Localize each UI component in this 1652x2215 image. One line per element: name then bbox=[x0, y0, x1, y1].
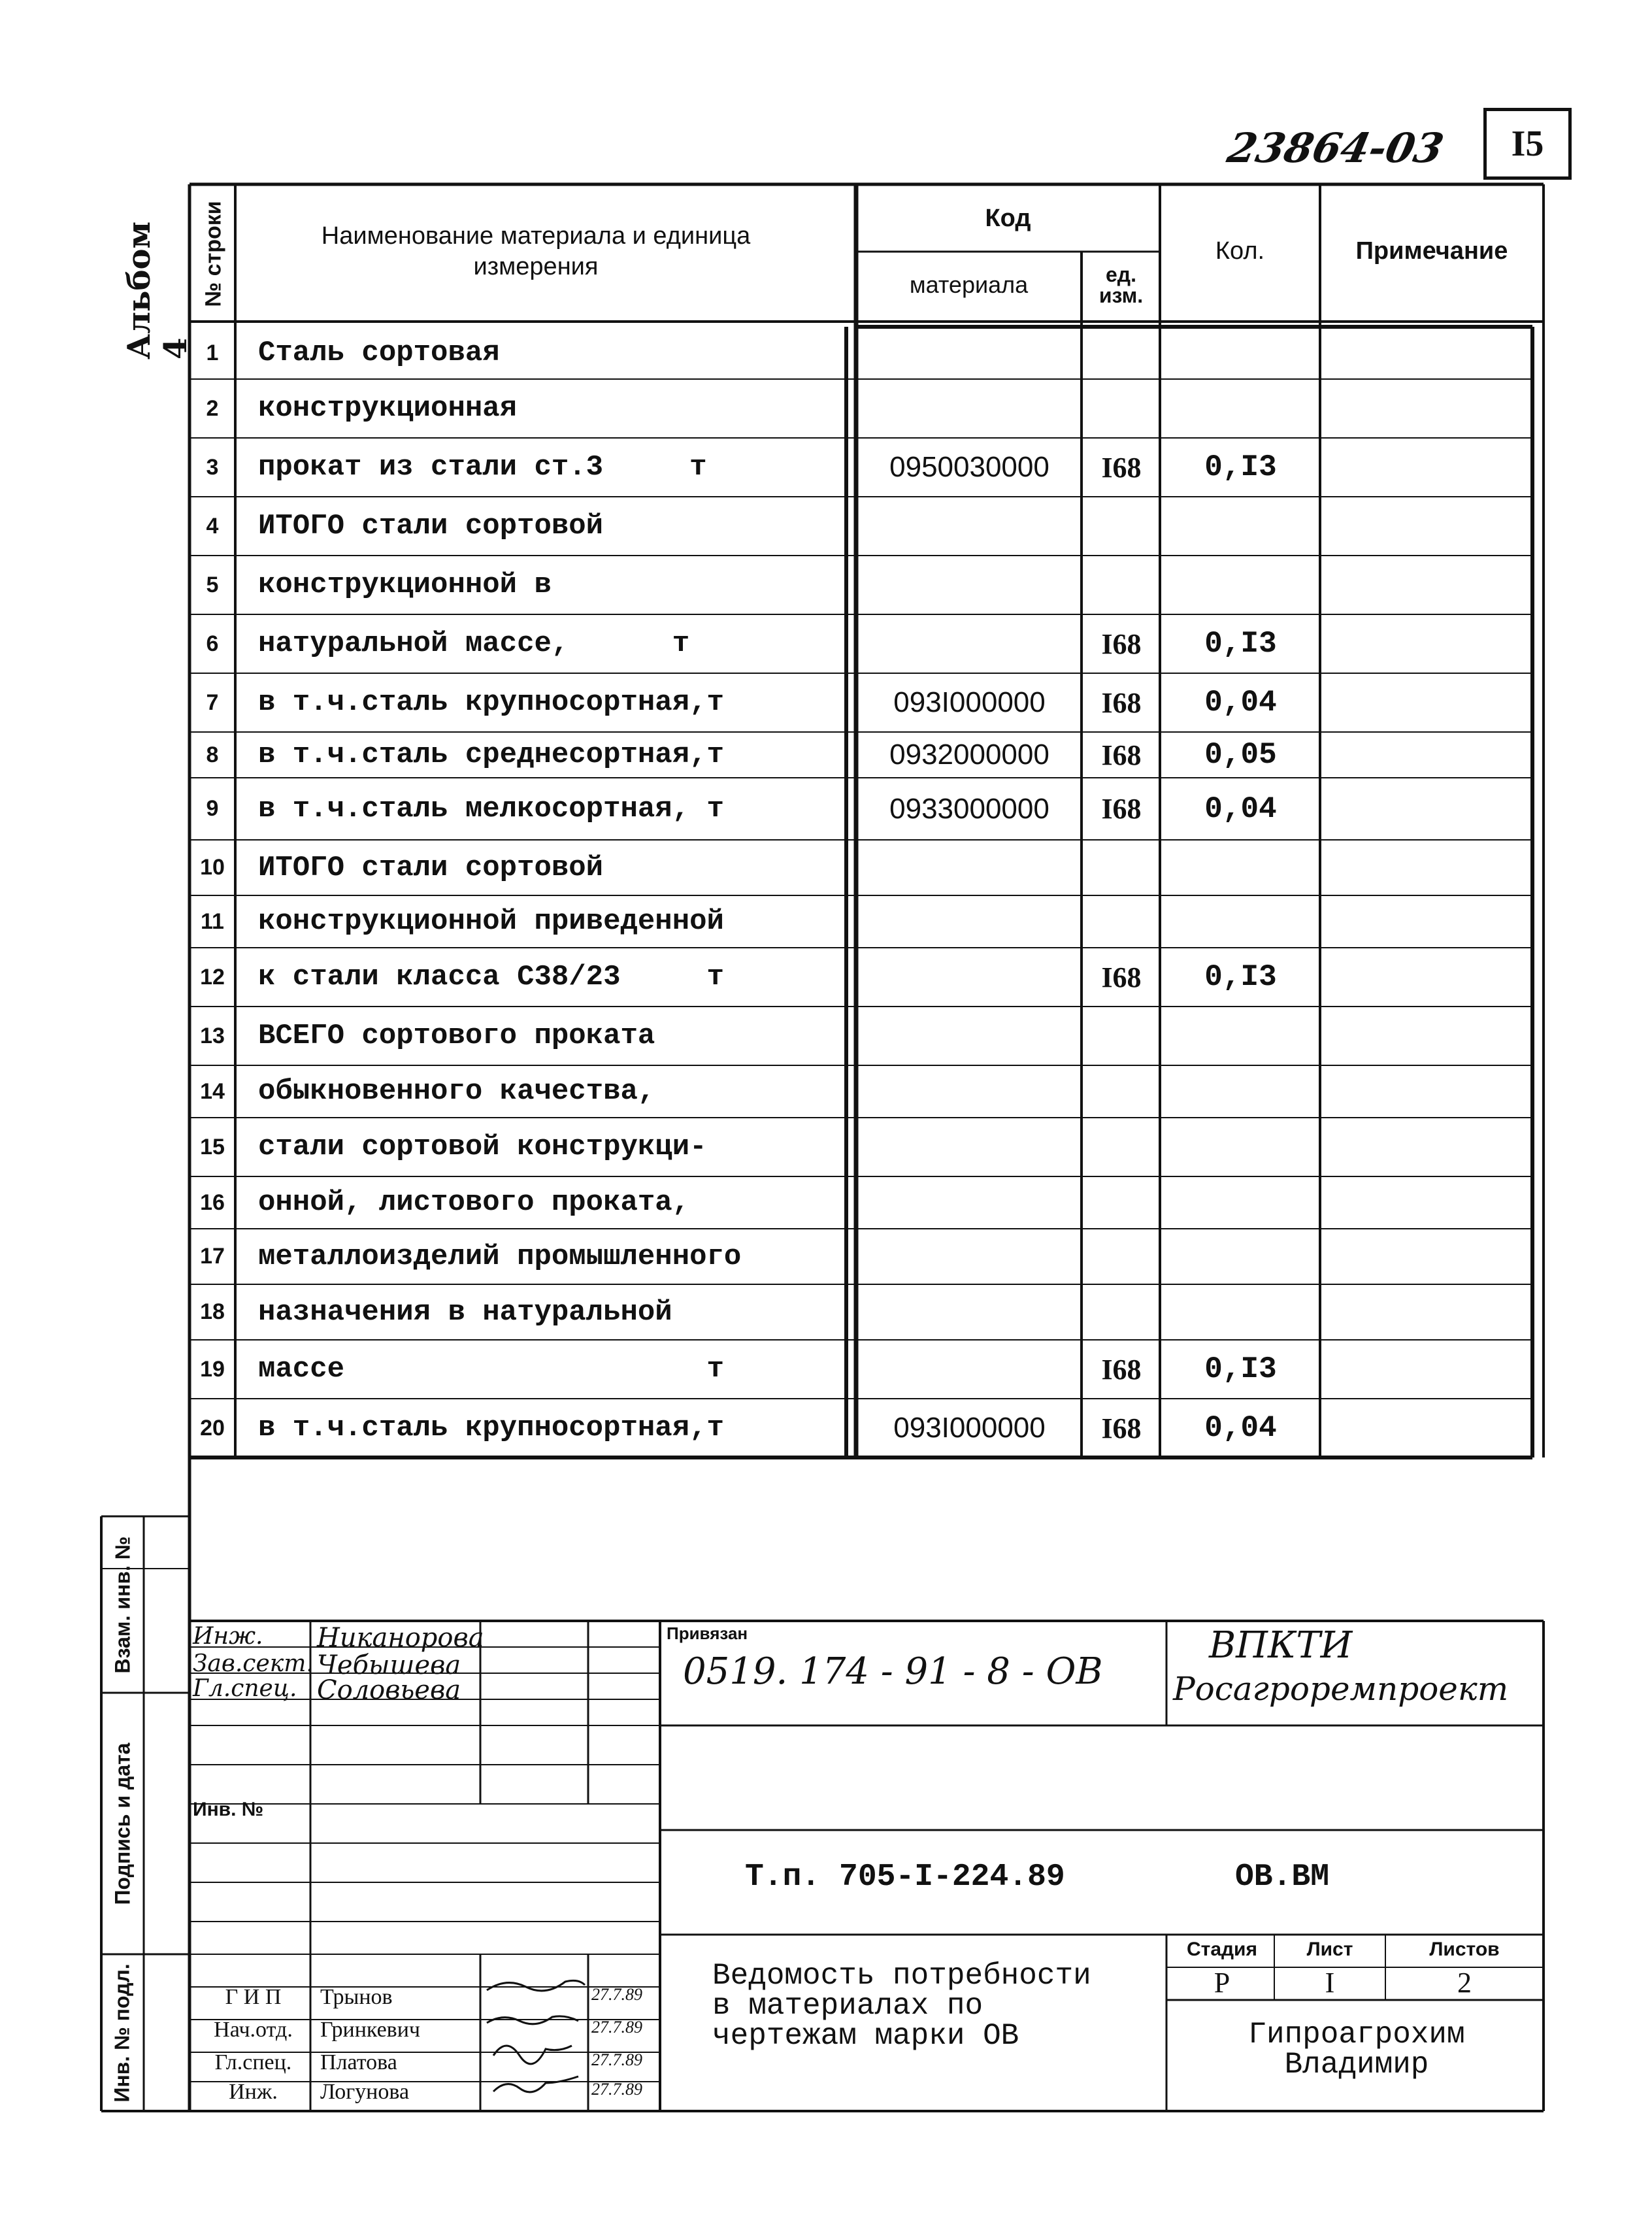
row-quantity: 0,05 bbox=[1204, 738, 1277, 772]
row-quantity: 0,04 bbox=[1204, 1411, 1277, 1445]
row-unit: I68 bbox=[1101, 1412, 1142, 1444]
row-number: 7 bbox=[206, 690, 219, 715]
row-material-code bbox=[857, 1007, 1082, 1065]
row-unit bbox=[1083, 895, 1160, 948]
doc-title bbox=[712, 1961, 1091, 2051]
row-quantity: 0,I3 bbox=[1204, 1352, 1277, 1386]
org2-line1: Гипроагрохим bbox=[1248, 2018, 1465, 2052]
row-material-code bbox=[857, 1118, 1082, 1176]
row-quantity: 0,04 bbox=[1204, 686, 1277, 720]
row-unit bbox=[1083, 1118, 1160, 1176]
document-number: 23864-03 bbox=[1223, 124, 1448, 172]
row-quantity: 0,I3 bbox=[1204, 627, 1277, 661]
row-quantity bbox=[1161, 1007, 1320, 1065]
row-number: 16 bbox=[200, 1190, 225, 1215]
row-number: 17 bbox=[200, 1244, 225, 1269]
row-material-name: металлоизделий промышленного bbox=[258, 1240, 742, 1273]
row-material-name: в т.ч.сталь крупносортная,т bbox=[258, 1412, 724, 1444]
row-material-name: назначения в натуральной bbox=[258, 1295, 672, 1329]
row-unit bbox=[1083, 1284, 1160, 1340]
staff-role: Г И П bbox=[225, 1985, 282, 2009]
row-material-code bbox=[857, 948, 1082, 1007]
row-unit: I68 bbox=[1101, 793, 1142, 825]
row-unit bbox=[1083, 1007, 1160, 1065]
row-unit bbox=[1083, 1065, 1160, 1118]
row-material-name: ВСЕГО сортового проката bbox=[258, 1020, 655, 1052]
row-material-code bbox=[857, 556, 1082, 614]
row-quantity bbox=[1161, 1284, 1320, 1340]
sheet-label: Лист bbox=[1306, 1939, 1353, 1960]
row-number: 6 bbox=[206, 631, 219, 656]
row-number: 9 bbox=[206, 796, 219, 821]
staff-name: Платова bbox=[320, 2050, 397, 2074]
row-material-name: к стали класса С38/23 т bbox=[258, 961, 724, 993]
header-material: материала bbox=[909, 271, 1029, 298]
staff-role: Гл.спец. bbox=[214, 2050, 292, 2074]
sign-role-2: Зав.сект. bbox=[193, 1650, 314, 1677]
drawing-mark: ОВ.ВМ bbox=[1235, 1859, 1330, 1895]
sign-role-3: Гл.спец. bbox=[193, 1675, 297, 1702]
project-code: Т.п. 705-I-224.89 bbox=[745, 1859, 1065, 1895]
row-quantity bbox=[1161, 497, 1320, 556]
row-unit: I68 bbox=[1101, 961, 1142, 993]
row-material-name: ИТОГО стали сортовой bbox=[258, 851, 604, 884]
row-quantity bbox=[1161, 840, 1320, 895]
stamp-inv-podl: Инв. № подл. bbox=[110, 1963, 135, 2103]
org2-line2: Владимир bbox=[1284, 2048, 1429, 2082]
org1-line2: Росагроремпроект bbox=[1173, 1670, 1509, 1708]
row-unit bbox=[1083, 1229, 1160, 1284]
stamp-vzam: Взам. инв. № bbox=[110, 1536, 134, 1673]
row-number: 8 bbox=[206, 742, 219, 767]
header-unit: ед. изм. bbox=[1099, 263, 1144, 307]
header-row-no: № строки bbox=[201, 200, 226, 307]
doc-title-line1: Ведомость потребности bbox=[712, 1959, 1091, 1993]
row-number: 12 bbox=[200, 964, 225, 990]
staff-role: Инж. bbox=[229, 2080, 278, 2104]
row-number: 14 bbox=[200, 1078, 225, 1104]
row-material-code bbox=[857, 1340, 1082, 1399]
org1-line1: ВПКТИ bbox=[1209, 1624, 1353, 1667]
staff-date: 27.7.89 bbox=[591, 2050, 642, 2069]
staff-name: Логунова bbox=[320, 2080, 410, 2104]
row-quantity bbox=[1161, 895, 1320, 948]
row-unit: I68 bbox=[1101, 451, 1142, 484]
staff-name: Трынов bbox=[320, 1985, 393, 2009]
row-material-code bbox=[857, 327, 1082, 379]
header-name: Наименование материала и единица измерения bbox=[321, 222, 751, 280]
row-quantity bbox=[1161, 1176, 1320, 1229]
row-unit bbox=[1083, 497, 1160, 556]
sheet-number: I5 bbox=[1511, 124, 1544, 164]
row-number: 11 bbox=[201, 908, 224, 934]
row-unit: I68 bbox=[1101, 1353, 1142, 1386]
privyazan-label: Привязан bbox=[667, 1624, 748, 1643]
row-quantity bbox=[1161, 379, 1320, 438]
staff-date: 27.7.89 bbox=[591, 2018, 642, 2037]
privyazan-value: 0519. 174 - 91 - 8 - ОВ bbox=[683, 1650, 1103, 1693]
sheets-value: 2 bbox=[1457, 1967, 1472, 1999]
row-quantity bbox=[1161, 327, 1320, 379]
sign-name-3: Соловьева bbox=[317, 1675, 461, 1705]
row-material-code bbox=[857, 840, 1082, 895]
row-unit bbox=[1083, 379, 1160, 438]
row-material-name: массе т bbox=[258, 1353, 724, 1386]
row-material-name: конструкционной приведенной bbox=[258, 905, 724, 938]
row-material-code: 0932000000 bbox=[889, 739, 1049, 771]
row-number: 1 bbox=[206, 340, 219, 365]
row-material-code: 0933000000 bbox=[889, 792, 1049, 825]
row-quantity: 0,I3 bbox=[1204, 960, 1277, 994]
stage-value: Р bbox=[1214, 1967, 1231, 1999]
row-quantity bbox=[1161, 1065, 1320, 1118]
row-material-name: прокат из стали ст.3 т bbox=[258, 451, 707, 484]
row-unit: I68 bbox=[1101, 739, 1142, 771]
staff-name: Гринкевич bbox=[320, 2018, 421, 2042]
row-material-name: натуральной массе, т bbox=[258, 627, 690, 660]
header-qty: Кол. bbox=[1215, 237, 1265, 265]
header-code: Код bbox=[985, 205, 1031, 233]
row-material-code: 093I000000 bbox=[893, 686, 1046, 718]
row-material-name: конструкционная bbox=[258, 392, 518, 425]
row-material-name: стали сортовой конструкци- bbox=[258, 1131, 707, 1163]
row-material-name: конструкционной в bbox=[258, 569, 552, 601]
row-material-name: в т.ч.сталь среднесортная,т bbox=[258, 739, 724, 771]
row-material-code: 0950030000 bbox=[889, 451, 1049, 483]
doc-title-line3: чертежам марки ОВ bbox=[712, 2019, 1019, 2053]
staff-date: 27.7.89 bbox=[591, 1985, 642, 2004]
doc-title-line2: в материалах по bbox=[712, 1989, 983, 2023]
row-material-name: онной, листового проката, bbox=[258, 1186, 690, 1219]
row-material-code bbox=[857, 1229, 1082, 1284]
row-number: 18 bbox=[200, 1299, 225, 1324]
row-number: 2 bbox=[206, 395, 219, 421]
staff-role: Нач.отд. bbox=[214, 2018, 293, 2042]
sheets-label: Листов bbox=[1429, 1939, 1500, 1960]
row-material-name: ИТОГО стали сортовой bbox=[258, 510, 604, 542]
row-material-name: в т.ч.сталь мелкосортная, т bbox=[258, 792, 724, 825]
row-quantity bbox=[1161, 1118, 1320, 1176]
row-number: 10 bbox=[200, 855, 225, 880]
row-unit bbox=[1083, 556, 1160, 614]
row-material-code bbox=[857, 497, 1082, 556]
row-unit bbox=[1083, 1176, 1160, 1229]
staff-date: 27.7.89 bbox=[591, 2080, 642, 2099]
row-unit: I68 bbox=[1101, 686, 1142, 719]
org2 bbox=[1170, 2020, 1544, 2080]
header-note: Примечание bbox=[1355, 237, 1508, 265]
stage-label: Стадия bbox=[1186, 1939, 1258, 1960]
row-unit bbox=[1083, 840, 1160, 895]
row-quantity: 0,04 bbox=[1204, 791, 1277, 826]
row-quantity: 0,I3 bbox=[1204, 450, 1277, 484]
sign-name-2: Чебышева bbox=[317, 1650, 461, 1680]
inv-label: Инв. № bbox=[193, 1799, 264, 1820]
row-number: 13 bbox=[200, 1023, 225, 1048]
sheet-value: I bbox=[1325, 1967, 1335, 1999]
stamp-podpis: Подпись и дата bbox=[110, 1742, 134, 1905]
row-unit: I68 bbox=[1101, 627, 1142, 660]
row-quantity bbox=[1161, 1229, 1320, 1284]
row-number: 3 bbox=[206, 454, 219, 480]
row-number: 19 bbox=[200, 1356, 225, 1382]
row-material-code: 093I000000 bbox=[893, 1412, 1046, 1444]
row-number: 4 bbox=[206, 513, 219, 539]
album-label: Альбом 4 bbox=[121, 221, 194, 359]
row-material-code bbox=[857, 1065, 1082, 1118]
row-material-name: обыкновенного качества, bbox=[258, 1075, 655, 1108]
row-unit bbox=[1083, 327, 1160, 379]
row-material-code bbox=[857, 614, 1082, 673]
row-material-code bbox=[857, 1176, 1082, 1229]
row-number: 15 bbox=[200, 1134, 225, 1159]
row-material-code bbox=[857, 379, 1082, 438]
row-material-code bbox=[857, 895, 1082, 948]
row-number: 5 bbox=[206, 572, 219, 597]
sign-name-1: Никанорова bbox=[317, 1623, 484, 1653]
row-number: 20 bbox=[200, 1415, 225, 1441]
row-material-code bbox=[857, 1284, 1082, 1340]
row-material-name: в т.ч.сталь крупносортная,т bbox=[258, 686, 724, 719]
sign-role-1: Инж. bbox=[193, 1623, 263, 1650]
row-material-name: Сталь сортовая bbox=[258, 337, 500, 369]
row-quantity bbox=[1161, 556, 1320, 614]
